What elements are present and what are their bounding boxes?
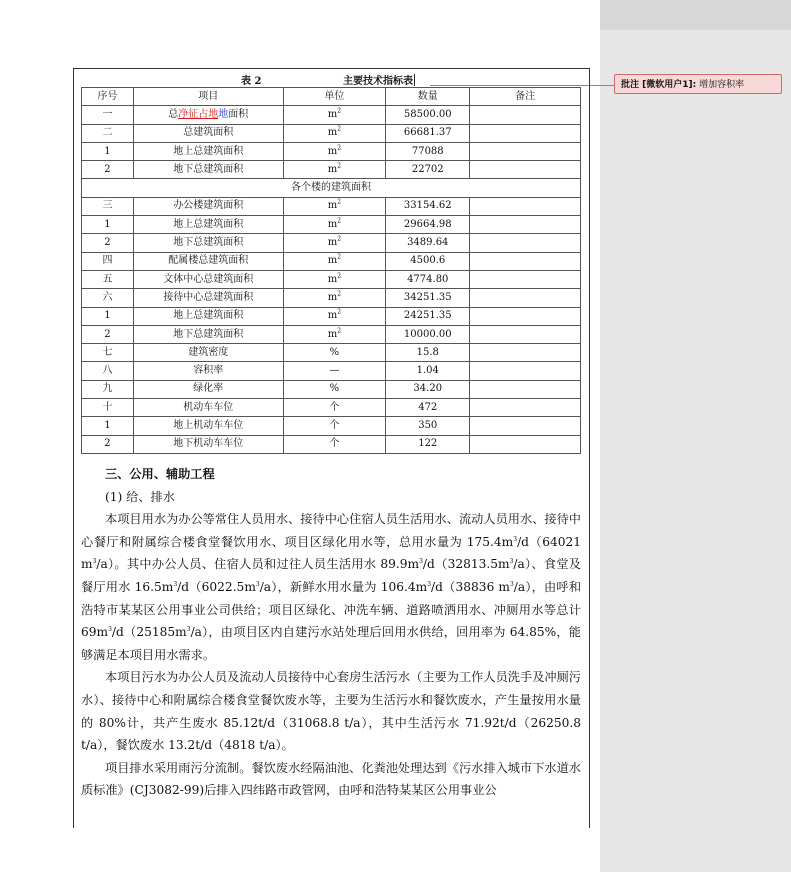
unit-sup: 2 [337,235,342,243]
cell-no: 五 [82,270,134,288]
table-row [82,106,581,124]
unit-sup: 2 [337,272,342,280]
unit-text: — [329,365,340,377]
cell-note [470,307,581,325]
unit-text: 个 [329,438,340,450]
cell-item: 地上总建筑面积 [133,307,283,325]
cell-no: 四 [82,252,134,270]
text-run: /d（6022.5m [177,579,256,594]
cell-unit [283,399,386,417]
text-run: /a）、食堂及餐厅用水 16.5m [81,557,581,594]
unit-sup: 2 [337,327,342,335]
unit-text: m [327,127,338,139]
superscript: 3 [186,626,191,634]
text-run: /a）。其中办公人员、住宿人员和过往人员生活用水 89.9m [96,557,420,572]
superscript: 3 [427,580,432,588]
cell-unit [283,252,386,270]
table-title-text: 主要技术指标表 [343,76,413,87]
cell-note [470,289,581,307]
text-run: /a），由项目区内自建污水站处理后回用水供给，回用率为 64.85%，能够满足本项目用水需求。 [81,625,581,662]
cell-no: 1 [82,307,134,325]
table-row [82,435,581,453]
unit-sup: 2 [337,107,342,115]
cell-no: 1 [82,216,134,234]
cell-unit [283,289,386,307]
paragraph-drainage: 项目排水采用雨污分流制。餐饮废水经隔油池、化粪池处理达到《污水排入城市下水道水质标准》(CJ3082-99)后排入四纬路市政管网，由呼和浩特某某区公用事业公 [81,760,581,798]
unit-sup: 2 [337,199,342,207]
body-text [81,463,581,802]
comment-text: 增加容积率 [699,80,745,90]
cell-no: 2 [82,325,134,343]
cell-unit [283,161,386,179]
comment-margin-header [600,0,791,30]
table-row [82,289,581,307]
cell-note [470,252,581,270]
cell-no: 八 [82,362,134,380]
table-title [343,72,415,87]
paragraph-water-supply [81,508,581,666]
cell-qty: 350 [386,417,470,435]
header-unit: 单位 [283,88,386,106]
table-row [82,197,581,215]
unit-sup: 2 [337,217,342,225]
cell-item: 建筑密度 [133,344,283,362]
cell-no: 一 [82,106,134,124]
cell-unit [283,270,386,288]
cell-no: 三 [82,197,134,215]
table-row [82,270,581,288]
cell-unit [283,197,386,215]
table-title-row [81,72,581,86]
table-header-row [82,88,581,106]
subsection-heading: (1) 给、排水 [105,489,175,504]
cell-note [470,417,581,435]
cell-qty: 1.04 [386,362,470,380]
unit-text: m [327,328,338,340]
cell-qty: 4774.80 [386,270,470,288]
cell-unit [283,435,386,453]
cell-no: 2 [82,435,134,453]
table-row [82,399,581,417]
table-row [82,142,581,160]
unit-text: m [327,163,338,175]
unit-text: m [327,273,338,285]
cell-item: 机动车车位 [133,399,283,417]
cell-item: 地上机动车车位 [133,417,283,435]
unit-text: m [327,310,338,322]
table-row [82,380,581,398]
cell-item: 地下总建筑面积 [133,325,283,343]
cell-no: 1 [82,417,134,435]
cell-item: 地下机动车车位 [133,435,283,453]
cell-no: 2 [82,234,134,252]
cell-item: 绿化率 [133,380,283,398]
unit-sup: 2 [337,144,342,152]
comment-balloon[interactable] [614,74,782,94]
unit-text: m [327,200,338,212]
cell-note [470,197,581,215]
tracked-insertion: 净征占地 [178,108,219,120]
table-row [82,417,581,435]
cell-note [470,399,581,417]
cell-qty: 29664.98 [386,216,470,234]
superscript: 3 [513,535,518,543]
section-heading: 三、公用、辅助工程 [105,467,215,481]
table-row [82,362,581,380]
unit-text: m [327,108,338,120]
superscript: 3 [509,580,514,588]
text-run: /d（64021 m [81,534,581,572]
text-run: /d（32813.5m [422,557,510,572]
comment-author: 批注 [微软用户1]: [621,80,697,90]
cell-unit [283,417,386,435]
unit-sup: 2 [337,290,342,298]
cell-no: 1 [82,142,134,160]
cell-qty: 122 [386,435,470,453]
cell-qty: 33154.62 [386,197,470,215]
cell-note [470,142,581,160]
cell-unit [283,325,386,343]
cell-no: 十 [82,399,134,417]
cell-item [133,106,283,124]
cell-unit [283,124,386,142]
unit-text: m [327,218,338,230]
cell-unit [283,344,386,362]
tracked-text: 地 [218,108,229,120]
unit-text: m [327,255,338,267]
superscript: 3 [108,626,112,634]
cell-item: 文体中心总建筑面积 [133,270,283,288]
section-label: 各个楼的建筑面积 [82,179,581,197]
comment-margin-pane [600,0,791,872]
header-no: 序号 [82,88,134,106]
cell-item: 地上总建筑面积 [133,216,283,234]
cell-note [470,124,581,142]
superscript: 3 [509,558,514,566]
superscript: 3 [255,580,260,588]
cell-unit [283,234,386,252]
superscript: 3 [92,558,97,566]
table-row [82,344,581,362]
table-row [82,234,581,252]
unit-sup: 2 [337,125,342,133]
cell-qty: 472 [386,399,470,417]
superscript: 3 [173,580,178,588]
text-run: /d（38836 m [431,579,510,594]
spec-table [81,87,581,454]
cell-item: 总建筑面积 [133,124,283,142]
item-text: 面积 [228,108,249,120]
text-run: /a），由呼和浩特市某某区公用事业公司供给；项目区绿化、冲洗车辆、道路喷洒用水、冲厕用水等总计 69m [81,579,582,640]
text-run: 本项目用水为办公等常住人员用水、接待中心住宿人员生活用水、流动人员用水、接待中心餐厅和附属综合楼食堂餐饮用水、项目区绿化用水等，总用水量为 175.4m [81,512,581,549]
cell-qty: 77088 [386,142,470,160]
table-row [82,325,581,343]
cell-item: 配属楼总建筑面积 [133,252,283,270]
unit-text: 个 [329,419,340,431]
table-row [82,216,581,234]
spec-table-body [82,88,581,454]
cell-item: 地下总建筑面积 [133,161,283,179]
unit-text: % [329,346,340,358]
cell-no: 2 [82,161,134,179]
cell-no: 九 [82,380,134,398]
cell-item: 地下总建筑面积 [133,234,283,252]
unit-text: m [327,237,338,249]
cell-note [470,270,581,288]
cell-qty: 15.8 [386,344,470,362]
cell-qty: 34.20 [386,380,470,398]
cell-qty: 22702 [386,161,470,179]
cell-qty: 10000.00 [386,325,470,343]
table-section-row [82,179,581,197]
cell-note [470,216,581,234]
cell-qty: 3489.64 [386,234,470,252]
cell-unit [283,307,386,325]
unit-text: m [327,145,338,157]
header-qty: 数量 [386,88,470,106]
cell-qty: 66681.37 [386,124,470,142]
unit-text: m [327,291,338,303]
header-item: 项目 [133,88,283,106]
unit-text: 个 [329,401,340,413]
table-row [82,161,581,179]
table-row [82,252,581,270]
table-row [82,124,581,142]
cell-note [470,161,581,179]
cell-qty: 4500.6 [386,252,470,270]
cell-item: 办公楼建筑面积 [133,197,283,215]
cell-unit [283,362,386,380]
cell-note [470,362,581,380]
item-text: 总 [168,108,179,120]
cell-item: 容积率 [133,362,283,380]
unit-sup: 2 [337,308,342,316]
cell-unit [283,216,386,234]
cell-unit [283,106,386,124]
cell-note [470,234,581,252]
cell-note [470,344,581,362]
cell-qty: 24251.35 [386,307,470,325]
cell-unit [283,142,386,160]
cell-no: 七 [82,344,134,362]
header-note: 备注 [470,88,581,106]
text-run: /d（25185m [111,625,187,640]
cell-item: 接待中心总建筑面积 [133,289,283,307]
cell-no: 二 [82,124,134,142]
cell-item: 地上总建筑面积 [133,142,283,160]
unit-sup: 2 [337,253,342,261]
cell-note [470,325,581,343]
paragraph-sewage: 本项目污水为办公人员及流动人员接待中心套房生活污水（主要为工作人员洗手及冲厕污水）、接待中心和附属综合楼食堂餐饮废水等，主要为生活污水和餐饮废水，产生量按用水量的 80%计，共产生废水 85.12t/d（31068.8 t/a），其中生活污水 71.92t/d（26250.8 t/a），餐饮废水 13.2t/d（4818 t/a）。 [81,670,581,753]
table-row [82,307,581,325]
cell-note [470,435,581,453]
table-label: 表 2 [241,76,262,87]
cell-qty: 34251.35 [386,289,470,307]
superscript: 3 [419,558,423,566]
cell-note [470,106,581,124]
cell-no: 六 [82,289,134,307]
unit-text: % [329,383,340,395]
text-cursor [414,74,415,86]
text-run: /a），新鲜水用水量为 106.4m [259,579,428,594]
cell-unit [283,380,386,398]
cell-qty: 58500.00 [386,106,470,124]
unit-sup: 2 [337,162,342,170]
cell-note [470,380,581,398]
